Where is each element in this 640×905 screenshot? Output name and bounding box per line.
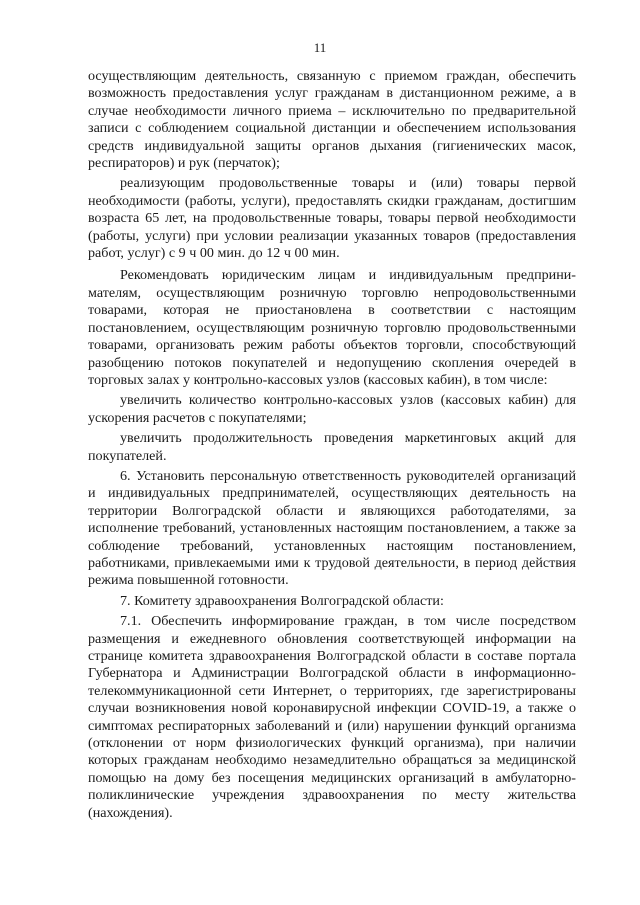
paragraph-marketing: увеличить продолжительность проведения маркетинговых акций для покупателей.: [88, 430, 576, 464]
paragraph-item-6: 6. Установить персональную ответственность руководителей организаций и индивидуальных предпринимателей, осуществляющих деятельность на территории Волгоградской области и являющихся работодателями, за исполнение требований, установленных настоящим постановлением, а также за соблюдение требований, установленных настоящим постановлением, работниками, привлекаемыми ими к трудовой деятельности, в период действия режима повышенной готовности.: [88, 467, 576, 589]
paragraph-discounts: реализующим продовольственные товары и (или) товары первой необходимости (работы, услуги), предоставлять скидки гражданам, достигшим возраста 65 лет, на продовольственные товары, товары первой необходимости (работы, услуги) при условии реализации указанных товаров (предоставления работ, услуг) с 9 ч 00 мин. до 12 ч 00 мин.: [88, 175, 576, 262]
page-number: 11: [313, 40, 327, 55]
paragraph-item-7: 7. Комитету здравоохранения Волгоградской области:: [120, 592, 444, 609]
paragraph-cash-desks: увеличить количество контрольно-кассовых узлов (кассовых кабин) для ускорения расчетов с покупателями;: [88, 392, 576, 426]
paragraph-recommendation: Рекомендовать юридическим лицам и индивидуальным предпринимателям, осуществляющим розничную торговлю непродовольственными товарами, которая не приостановлена в соответствии с настоящим постановлением, осуществляющим розничную торговлю продовольственными товарами, организовать режим работы объектов торговли, способствующий разобщению потоков покупателей и недопущению скопления очередей в торговых залах у контрольно-кассовых узлов (кассовых кабин), в том числе:: [88, 267, 576, 388]
document-body: [88, 68, 576, 822]
paragraph-continuation: осуществляющим деятельность, связанную с приемом граждан, обеспечить возможность предоставления услуг гражданам в дистанционном режиме, а в случае необходимости личного приема – исключительно по предварительной записи с соблюдением социальной дистанции и обеспечением использования средств индивидуальной защиты органов дыхания (гигиенических масок, респираторов) и рук (перчаток);: [88, 68, 576, 172]
paragraph-item-7-1: 7.1. Обеспечить информирование граждан, в том числе посредством размещения и ежедневного обновления соответствующей информации на странице комитета здравоохранения Волгоградской области в составе портала Губернатора и Администрации Волгоградской области в информационно-телекоммуникационной сети Интернет, о территориях, где зарегистрированы случаи возникновения новой коронавирусной инфекции COVID-19, а также о симптомах респираторных заболеваний и (или) нарушении функций организма (отклонении от норм физиологических функций организма), при наличии которых гражданам необходимо незамедлительно обращаться за медицинской помощью на дому без посещения медицинских организаций в амбулаторно-поликлинические учреждения здравоохранения по месту жительства (нахождения).: [88, 613, 576, 821]
